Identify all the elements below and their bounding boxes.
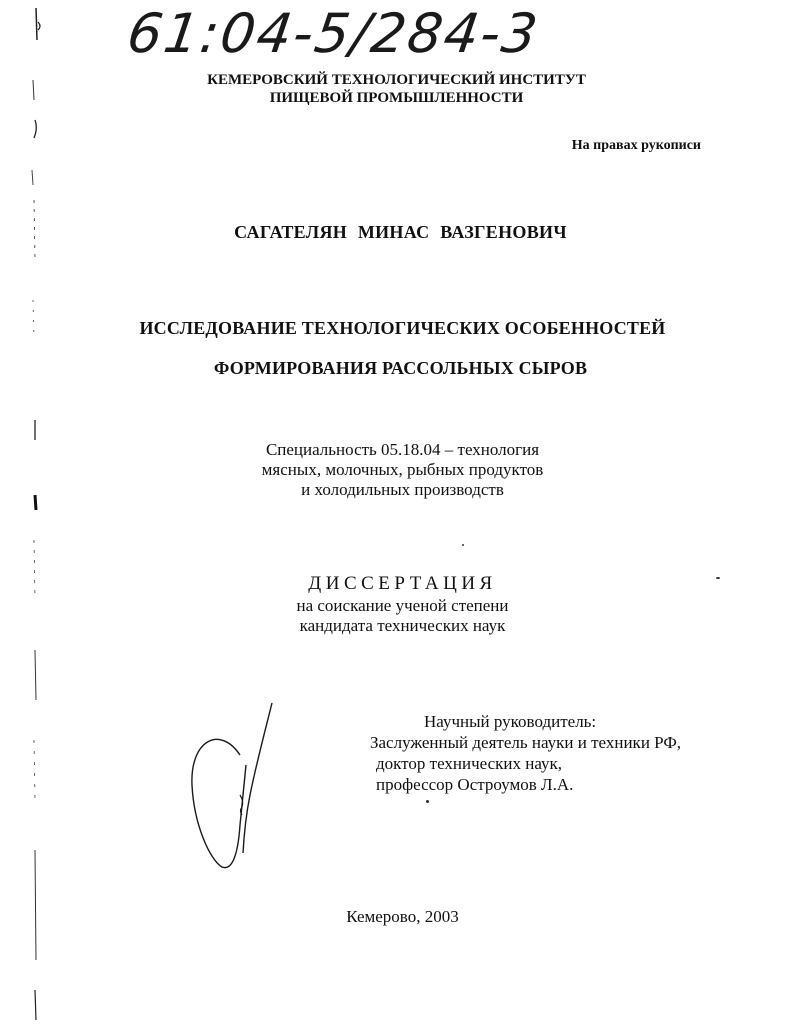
supervisor-line-1: Заслуженный деятель науки и техники РФ, bbox=[370, 733, 682, 752]
degree-line-1: на соискание ученой степени bbox=[296, 596, 509, 615]
specialty-line-1: Специальность 05.18.04 – технология bbox=[265, 440, 540, 459]
dissertation-title-line-1: ИССЛЕДОВАНИЕ ТЕХНОЛОГИЧЕСКИХ ОСОБЕННОСТЕЙ bbox=[139, 318, 666, 338]
scan-edge-marks bbox=[0, 0, 60, 1025]
specialty-block bbox=[6, 440, 793, 500]
handwritten-signature bbox=[180, 695, 290, 875]
author-name: САГАТЕЛЯН МИНАС ВАЗГЕНОВИЧ bbox=[234, 222, 567, 242]
handwritten-archive-number: 61:04-5/284-3 bbox=[123, 2, 544, 65]
dissertation-title-line-2: ФОРМИРОВАНИЯ РАССОЛЬНЫХ СЫРОВ bbox=[213, 358, 588, 378]
dissertation-label: ДИССЕРТАЦИЯ bbox=[308, 573, 497, 594]
city-year: Кемерово, 2003 bbox=[346, 907, 459, 926]
degree-line-2: кандидата технических наук bbox=[299, 616, 506, 635]
supervisor-block bbox=[370, 711, 681, 795]
supervisor-line-3: профессор Остроумов Л.А. bbox=[376, 775, 574, 794]
institute-name bbox=[0, 71, 793, 107]
rights-notice: На правах рукописи bbox=[571, 138, 701, 153]
scan-speck bbox=[426, 800, 429, 803]
institute-line-2: ПИЩЕВОЙ ПРОМЫШЛЕННОСТИ bbox=[269, 90, 524, 106]
supervisor-line-2: доктор технических наук, bbox=[376, 754, 563, 773]
specialty-line-2: мясных, молочных, рыбных продуктов bbox=[261, 460, 544, 479]
supervisor-heading: Научный руководитель: bbox=[424, 712, 597, 731]
specialty-line-3: и холодильных производств bbox=[301, 480, 504, 499]
institute-line-1: КЕМЕРОВСКИЙ ТЕХНОЛОГИЧЕСКИЙ ИНСТИТУТ bbox=[207, 72, 586, 88]
scan-speck bbox=[716, 577, 720, 579]
degree-block bbox=[6, 596, 793, 636]
scan-speck bbox=[462, 544, 464, 546]
